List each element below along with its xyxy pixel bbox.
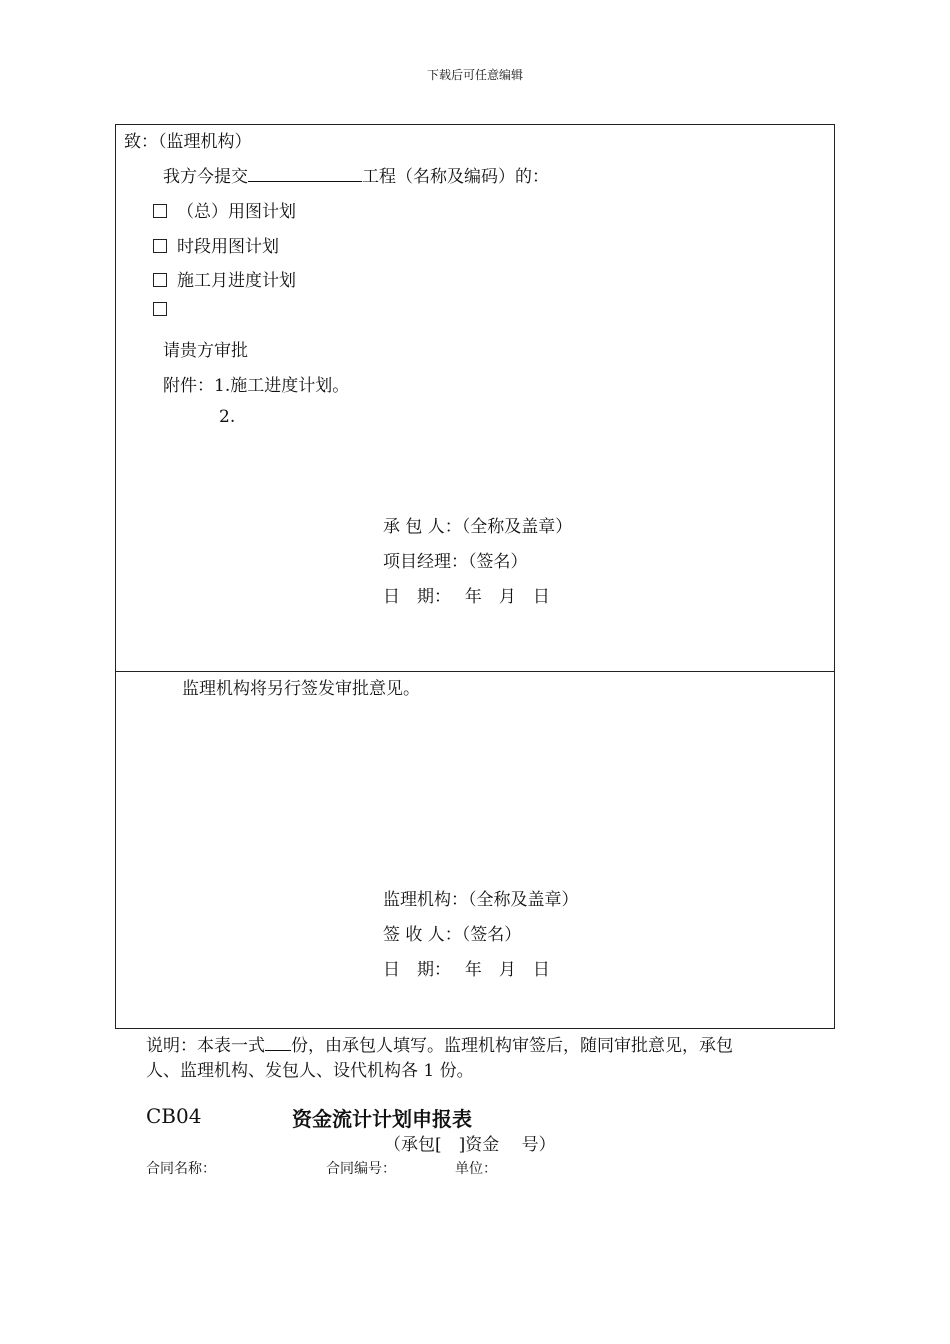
submit-line — [163, 162, 549, 187]
submit-suffix: 工程（名称及编码）的： — [362, 167, 549, 187]
submit-prefix: 我方今提交 — [163, 167, 248, 187]
checkbox-row-period-plan[interactable] — [153, 232, 279, 257]
notes-line-1 — [146, 1031, 733, 1056]
form-subtitle: （承包[ ]资金 号） — [384, 1135, 556, 1155]
checkbox-label: 时段用图计划 — [177, 237, 279, 257]
request-text: 请贵方审批 — [163, 341, 248, 361]
supervisor-org-label: 监理机构：（全称及盖章） — [383, 890, 579, 910]
checkbox[interactable] — [153, 204, 167, 218]
form-title: 资金流计计划申报表 — [292, 1107, 472, 1131]
unit-label: 单位： — [455, 1161, 497, 1177]
checkbox[interactable] — [153, 273, 167, 287]
approval-opinion-text: 监理机构将另行签发审批意见。 — [182, 679, 420, 699]
notes-prefix: 说明：本表一式 — [146, 1036, 265, 1056]
manager-label: 项目经理：（签名） — [383, 552, 528, 572]
checkbox[interactable] — [153, 302, 167, 316]
project-name-blank[interactable] — [248, 164, 362, 182]
copies-blank[interactable] — [265, 1033, 291, 1051]
checkbox-row-monthly-plan[interactable] — [153, 266, 296, 291]
attachment-label: 附件：1.施工进度计划。 — [163, 376, 350, 396]
form-code: CB04 — [146, 1104, 202, 1128]
checkbox-row-total-plan[interactable] — [153, 197, 296, 222]
notes-line-2: 人、监理机构、发包人、设代机构各 1 份。 — [146, 1061, 474, 1081]
attachment-item-2: 2. — [219, 407, 236, 427]
checkbox-label: （总）用图计划 — [177, 202, 296, 222]
contractor-label: 承 包 人：（全称及盖章） — [383, 517, 573, 537]
checkbox[interactable] — [153, 239, 167, 253]
contract-name-label: 合同名称： — [146, 1161, 216, 1177]
contract-number-label: 合同编号： — [326, 1161, 396, 1177]
date-label: 日 期： 年 月 日 — [383, 587, 550, 607]
notes-suffix: 份，由承包人填写。监理机构审签后，随同审批意见，承包 — [291, 1036, 733, 1056]
to-label: 致：（监理机构） — [124, 132, 252, 152]
checkbox-label: 施工月进度计划 — [177, 271, 296, 291]
page-header-note: 下载后可任意编辑 — [426, 68, 523, 82]
date-label: 日 期： 年 月 日 — [383, 960, 550, 980]
receiver-label: 签 收 人：（签名） — [383, 925, 522, 945]
checkbox-row-other[interactable] — [153, 300, 177, 320]
